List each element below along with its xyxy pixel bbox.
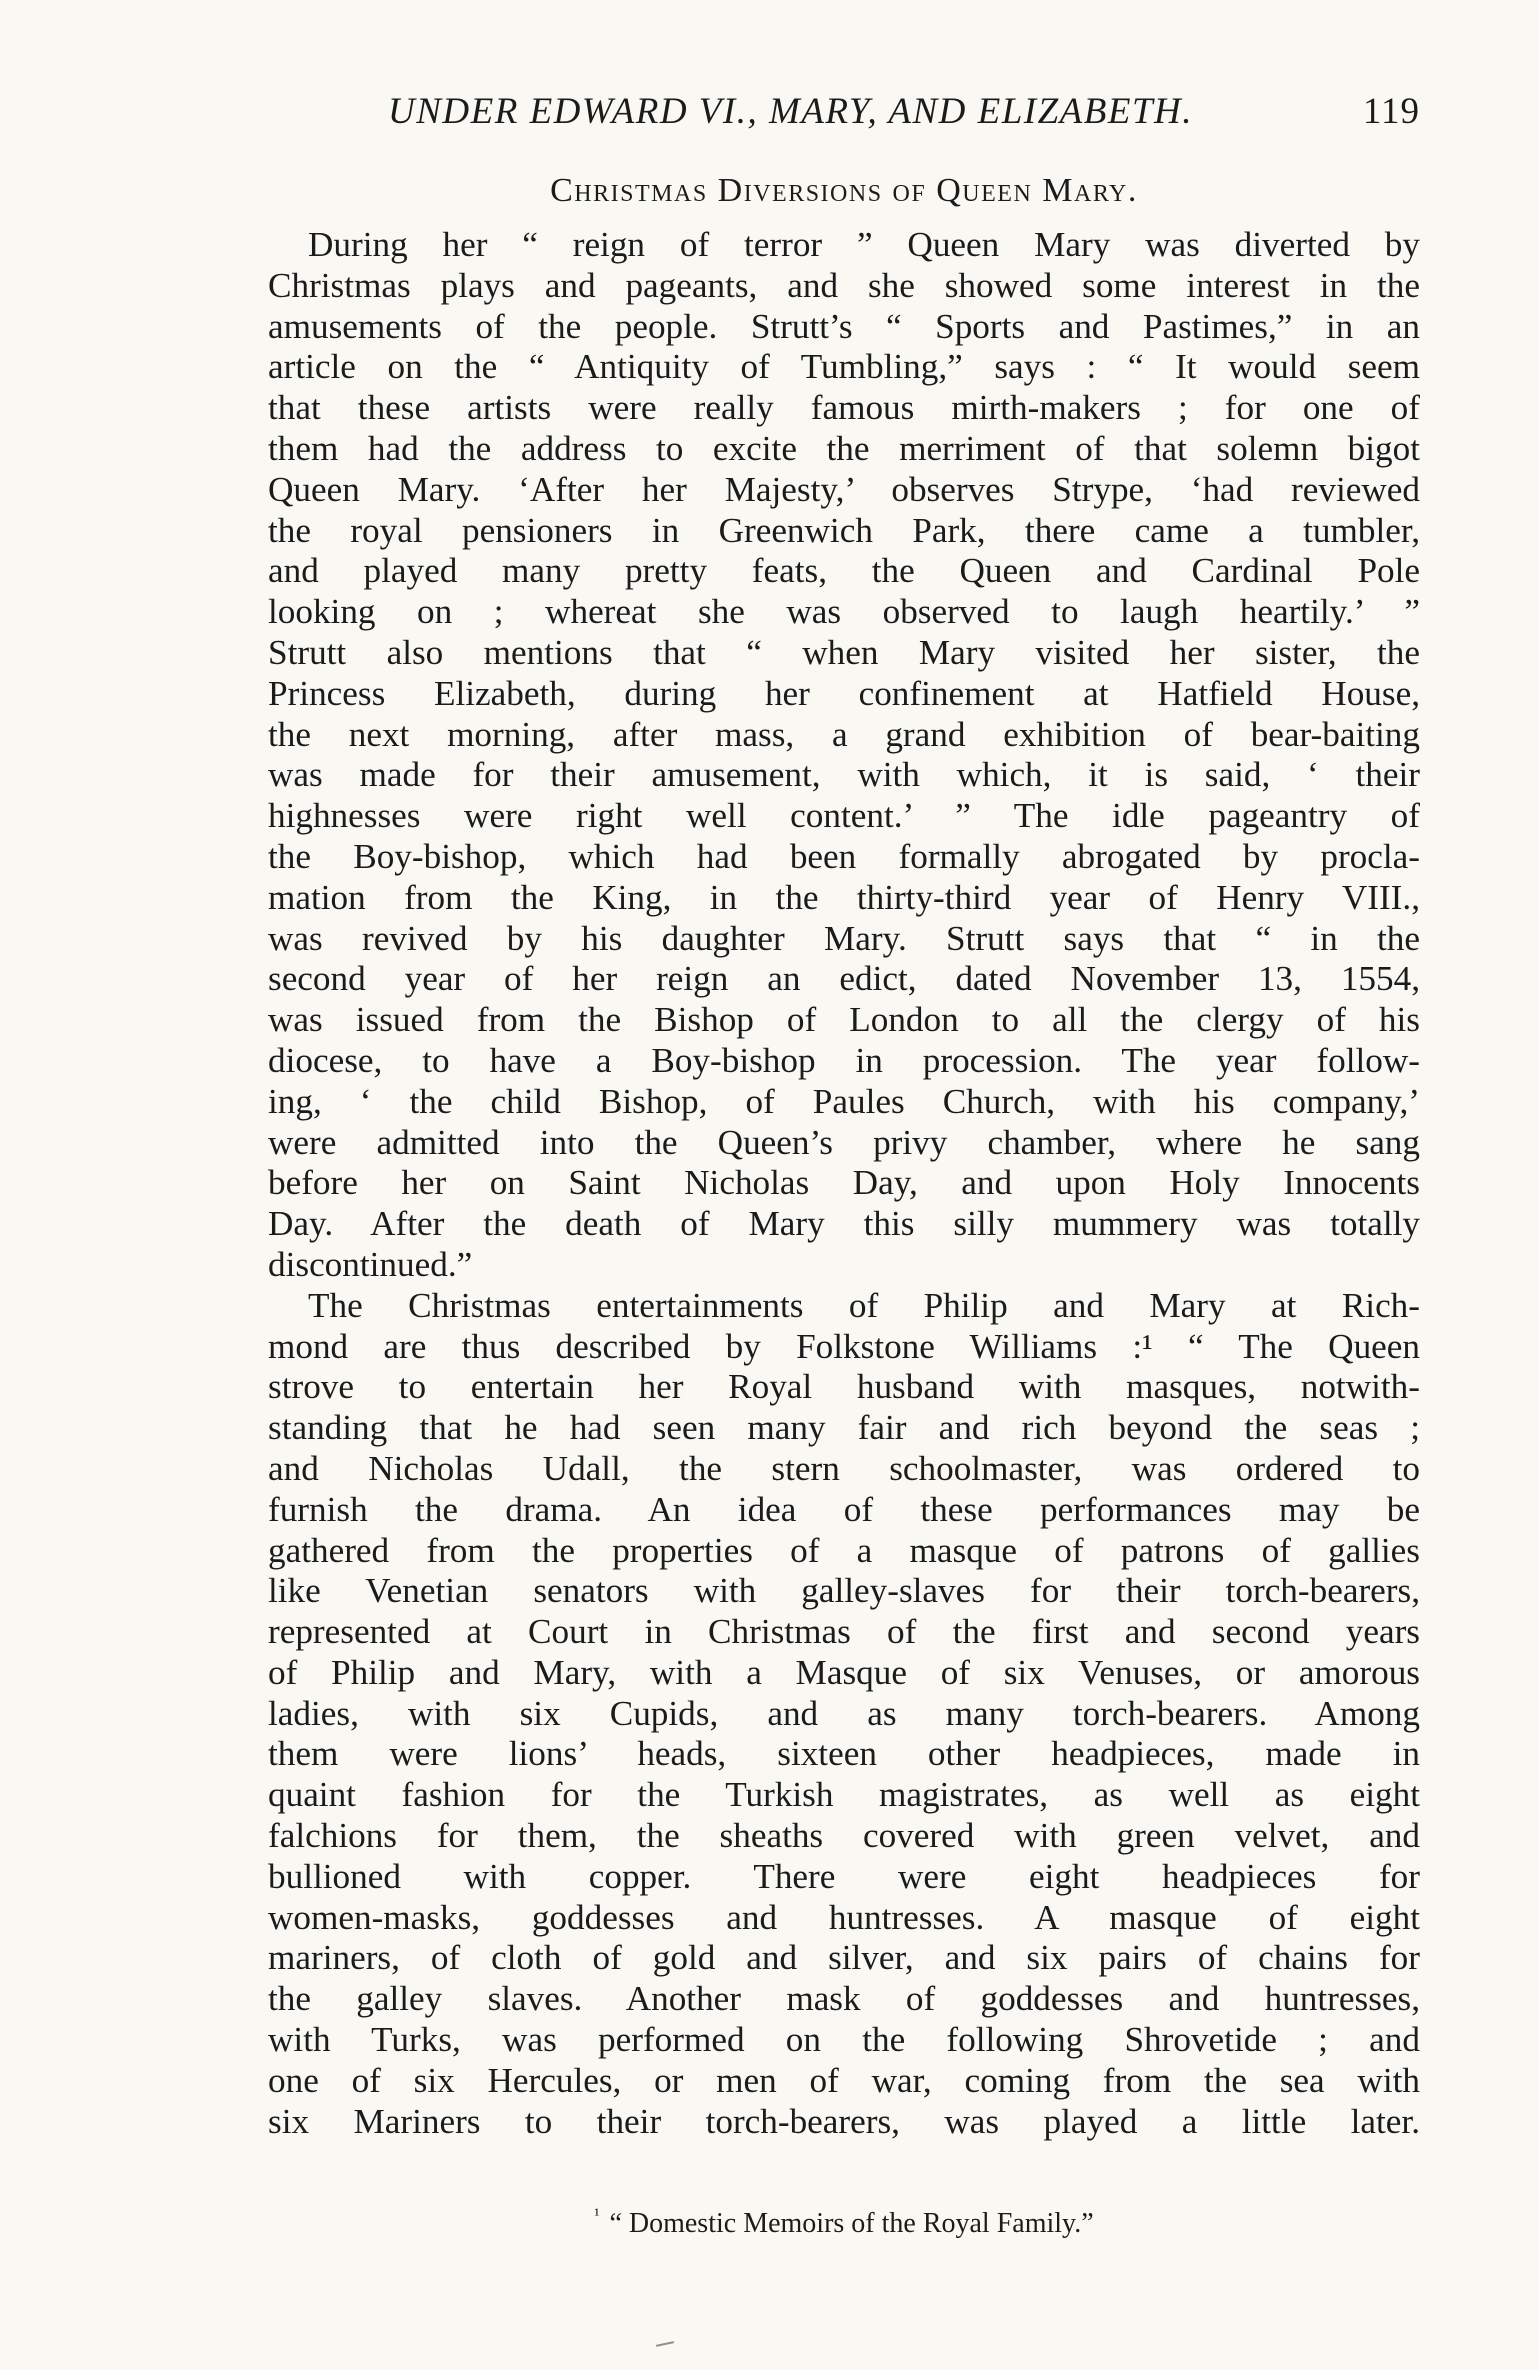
text-line: that these artists were really famous mirth-makers ; for one of [268,388,1420,428]
text-line: The Christmas entertainments of Philip and Mary at Rich- [308,1285,1420,1325]
text-line: discontinued.” [268,1244,473,1284]
page-number: 119 [1362,91,1420,132]
text-line: Princess Elizabeth, during her confinement at Hatfield House, [268,673,1420,713]
text-line: them had the address to excite the merriment of that solemn bigot [268,428,1420,468]
paragraph-2 [268,1286,1420,2143]
footnote [268,2205,1420,2240]
text-line: gathered from the properties of a masque of patrons of gallies [268,1530,1420,1570]
text-line: one of six Hercules, or men of war, coming from the sea with [268,2060,1420,2100]
text-line: mariners, of cloth of gold and silver, and six pairs of chains for [268,1938,1420,1978]
text-line: amusements of the people. Strutt’s “ Sports and Pastimes,” in an [268,306,1420,346]
text-line: ing, ‘ the child Bishop, of Paules Church, with his company,’ [268,1081,1420,1121]
text-line: furnish the drama. An idea of these performances may be [268,1489,1420,1529]
text-line: like Venetian senators with galley-slaves for their torch-bearers, [268,1571,1420,1611]
text-line: Strutt also mentions that “ when Mary visited her sister, the [268,632,1420,672]
paragraph-1 [268,225,1420,1286]
text-line: were admitted into the Queen’s privy chamber, where he sang [268,1122,1420,1162]
text-line: and played many pretty feats, the Queen and Cardinal Pole [268,551,1420,591]
text-line: quaint fashion for the Turkish magistrates, as well as eight [268,1775,1420,1815]
text-line: of Philip and Mary, with a Masque of six Venuses, or amorous [268,1652,1420,1692]
text-line: mond are thus described by Folkstone Williams :¹ “ The Queen [268,1326,1420,1366]
text-line: women-masks, goddesses and huntresses. A masque of eight [268,1897,1420,1937]
text-line: the royal pensioners in Greenwich Park, there came a tumbler, [268,510,1420,550]
running-head [268,90,1420,146]
print-smudge [656,2341,674,2347]
section-heading: Christmas Diversions of Queen Mary. [550,172,1138,209]
text-line: mation from the King, in the thirty-third year of Henry VIII., [268,877,1420,917]
text-line: them were lions’ heads, sixteen other headpieces, made in [268,1734,1420,1774]
text-line: and Nicholas Udall, the stern schoolmaster, was ordered to [268,1448,1420,1488]
text-line: article on the “ Antiquity of Tumbling,” says : “ It would seem [268,347,1420,387]
text-line: was revived by his daughter Mary. Strutt says that “ in the [268,918,1420,958]
text-line: ladies, with six Cupids, and as many torch-bearers. Among [268,1693,1420,1733]
text-line: the galley slaves. Another mask of goddesses and huntresses, [268,1979,1420,2019]
text-line: bullioned with copper. There were eight headpieces for [268,1856,1420,1896]
running-title: UNDER EDWARD VI., MARY, AND ELIZABETH. [388,91,1194,132]
text-line: represented at Court in Christmas of the first and second years [268,1612,1420,1652]
text-line: strove to entertain her Royal husband with masques, notwith- [268,1367,1420,1407]
text-line: During her “ reign of terror ” Queen Mary was diverted by [308,225,1420,264]
text-line: falchions for them, the sheaths covered with green velvet, and [268,1816,1420,1856]
text-line: was issued from the Bishop of London to all the clergy of his [268,1000,1420,1040]
text-line: with Turks, was performed on the following Shrovetide ; and [268,2020,1420,2060]
text-line: second year of her reign an edict, dated November 13, 1554, [268,959,1420,999]
text-line: Queen Mary. ‘After her Majesty,’ observes Strype, ‘had reviewed [268,469,1420,509]
text-line: before her on Saint Nicholas Day, and upon Holy Innocents [268,1163,1420,1203]
footnote-marker: ¹ [594,2205,600,2224]
text-line: six Mariners to their torch-bearers, was played a little later. [268,2101,1420,2141]
text-line: Christmas plays and pageants, and she showed some interest in the [268,265,1420,305]
text-line: standing that he had seen many fair and rich beyond the seas ; [268,1408,1420,1448]
body-text [268,225,1420,2142]
text-line: was made for their amusement, with which, it is said, ‘ their [268,755,1420,795]
footnote-text: “ Domestic Memoirs of the Royal Family.” [609,2208,1094,2239]
text-line: diocese, to have a Boy-bishop in procession. The year follow- [268,1040,1420,1080]
text-line: the Boy-bishop, which had been formally abrogated by procla- [268,836,1420,876]
text-line: Day. After the death of Mary this silly mummery was totally [268,1204,1420,1244]
text-line: the next morning, after mass, a grand exhibition of bear-baiting [268,714,1420,754]
text-line: looking on ; whereat she was observed to laugh heartily.’ ” [268,592,1420,632]
text-line: highnesses were right well content.’ ” The idle pageantry of [268,796,1420,836]
